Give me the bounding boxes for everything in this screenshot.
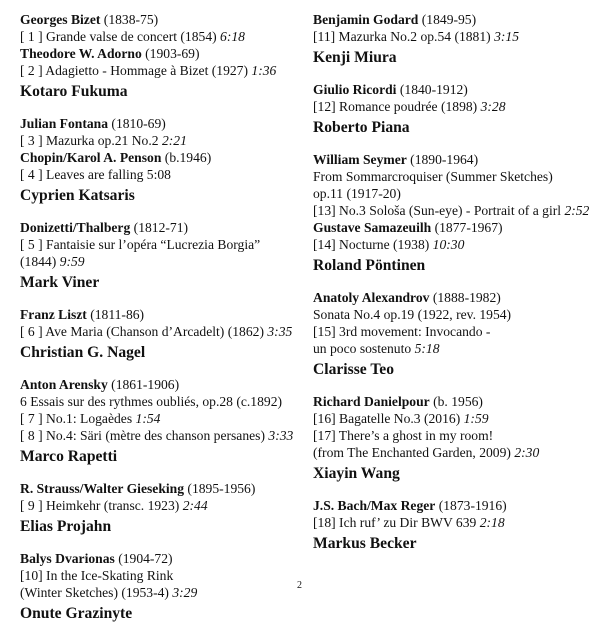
track-line [20,253,300,270]
track-text: (from The Enchanted Garden, 2009) [313,445,515,460]
composer-name: Balys Dvarionas [20,551,115,566]
track-line [313,202,595,219]
track-duration: 6:18 [220,29,245,44]
composer-name: Giulio Ricordi [313,82,397,97]
track-group [20,376,300,467]
track-line [20,427,300,444]
track-text: (1873-1916) [435,498,507,513]
track-line [313,151,595,168]
performer-name: Cyprien Katsaris [20,187,135,204]
composer-name: Anatoly Alexandrov [313,290,430,305]
track-line [313,410,595,427]
track-group [20,306,300,363]
track-line [313,514,595,531]
composer-name: R. Strauss/Walter Gieseking [20,481,185,496]
track-text: (b.1946) [161,150,212,165]
track-text: (1844) [20,254,60,269]
performer-name: Christian G. Nagel [20,344,146,361]
track-duration: 9:59 [59,254,85,269]
performer-name: Marco Rapetti [20,448,118,465]
track-text: [16] Bagatelle No.3 (2016) [313,411,464,426]
track-text: [17] There’s a ghost in my room! [313,428,494,443]
track-text: Sonata No.4 op.19 (1922, rev. 1954) [313,307,512,322]
track-text: (1890-1964) [406,152,479,167]
track-duration: 5:18 [414,341,440,356]
track-line [20,306,300,323]
track-line [20,45,300,62]
composer-name: Chopin/Karol A. Penson [20,150,162,165]
track-duration: 2:21 [161,133,187,148]
track-group [313,497,595,554]
track-line [20,132,300,149]
track-line [313,340,595,357]
track-text: (1849-95) [418,12,477,27]
track-line [20,236,300,253]
track-line [313,98,595,115]
track-text: (1877-1967) [431,220,503,235]
track-text: [ 2 ] Adagietto - Hommage à Bizet (1927) [20,63,252,78]
track-text: (b. 1956) [429,394,483,409]
track-line [313,236,595,253]
composer-name: Julian Fontana [20,116,109,131]
track-text: op.11 (1917-20) [313,186,401,201]
performer-name: Markus Becker [313,535,417,552]
track-text: From Sommarcroquiser (Summer Sketches) [313,169,553,184]
composer-name: J.S. Bach/Max Reger [313,498,436,513]
track-text: [12] Romance poudrée (1898) [313,99,481,114]
track-line [313,323,595,340]
track-text: (1904-72) [114,551,173,566]
composer-name: Franz Liszt [20,307,87,322]
performer-name: Xiayin Wang [313,465,400,482]
composer-name: Theodore W. Adorno [20,46,142,61]
track-duration: 3:33 [268,428,294,443]
track-duration: 3:29 [172,585,198,600]
right-column [313,11,595,567]
track-text: (1903-69) [141,46,200,61]
track-text: [10] In the Ice-Skating Rink [20,568,174,583]
track-group [313,81,595,138]
track-text: (1861-1906) [107,377,180,392]
composer-name: Gustave Samazeuilh [313,220,432,235]
track-duration: 1:54 [135,411,161,426]
track-group [20,480,300,537]
track-line [20,550,300,567]
track-duration: 1:36 [251,63,277,78]
track-line [313,444,595,461]
performer-name: Kenji Miura [313,49,397,66]
track-line [313,393,595,410]
track-duration: 3:15 [494,29,520,44]
performer-name: Onute Grazinyte [20,605,133,622]
track-line [313,289,595,306]
track-text: [18] Ich ruf’ zu Dir BWV 639 [313,515,480,530]
composer-name: Benjamin Godard [313,12,419,27]
track-line [313,306,595,323]
performer-name: Elias Projahn [20,518,112,535]
track-line [20,410,300,427]
track-text: (Winter Sketches) (1953-4) [20,585,173,600]
track-text: (1838-75) [100,12,159,27]
performer-name: Roberto Piana [313,119,410,136]
track-text: [ 3 ] Mazurka op.21 No.2 [20,133,162,148]
track-line [313,219,595,236]
track-line [313,168,595,185]
track-line [20,166,300,183]
track-text: [13] No.3 Sološa (Sun-eye) - Portrait of a girl [313,203,565,218]
track-text: [ 5 ] Fantaisie sur l’opéra “Lucrezia Borgia” [20,237,261,252]
track-line [313,81,595,98]
track-duration: 2:30 [514,445,540,460]
track-text: [15] 3rd movement: Invocando - [313,324,491,339]
page-number: 2 [297,580,302,591]
track-group [313,151,595,276]
track-duration: 10:30 [432,237,465,252]
track-duration: 3:28 [480,99,506,114]
track-line [20,62,300,79]
track-line [313,497,595,514]
track-line [313,28,595,45]
composer-name: Anton Arensky [20,377,108,392]
track-line [20,28,300,45]
track-group [20,115,300,206]
composer-name: William Seymer [313,152,407,167]
composer-name: Richard Danielpour [313,394,430,409]
track-text: (1811-86) [86,307,145,322]
performer-name: Clarisse Teo [313,361,395,378]
performer-name: Mark Viner [20,274,100,291]
track-text: [ 8 ] No.4: Säri (mètre des chanson persanes) [20,428,269,443]
track-line [313,427,595,444]
track-duration: 3:35 [267,324,293,339]
track-group [313,393,595,484]
track-line [20,480,300,497]
track-duration: 1:59 [463,411,489,426]
track-line [20,393,300,410]
left-column [20,11,300,637]
track-text: [14] Nocturne (1938) [313,237,433,252]
track-text: 6 Essais sur des rythmes oubliés, op.28 (c.1892) [20,394,283,409]
track-text: [ 6 ] Ave Maria (Chanson d’Arcadelt) (1862) [20,324,268,339]
track-group [20,11,300,102]
track-text: [ 4 ] Leaves are falling 5:08 [20,167,171,182]
track-text: (1810-69) [108,116,166,131]
track-line [313,11,595,28]
track-line [313,185,595,202]
track-text: [11] Mazurka No.2 op.54 (1881) [313,29,495,44]
track-duration: 2:44 [182,498,208,513]
track-line [20,497,300,514]
track-duration: 2:18 [479,515,505,530]
performer-name: Kotaro Fukuma [20,83,128,100]
track-text: (1888-1982) [429,290,501,305]
track-text: [ 1 ] Grande valse de concert (1854) [20,29,221,44]
track-line [20,11,300,28]
track-line [20,323,300,340]
track-line [20,149,300,166]
track-text: [ 9 ] Heimkehr (transc. 1923) [20,498,183,513]
track-line [20,115,300,132]
track-text: (1895-1956) [184,481,256,496]
track-text: un poco sostenuto [313,341,415,356]
track-group [313,289,595,380]
performer-name: Roland Pöntinen [313,257,426,274]
track-line [20,219,300,236]
track-group [20,219,300,293]
track-line [20,376,300,393]
track-text: (1840-1912) [396,82,468,97]
track-text: (1812-71) [130,220,189,235]
composer-name: Donizetti/Thalberg [20,220,131,235]
track-text: [ 7 ] No.1: Logaèdes [20,411,136,426]
composer-name: Georges Bizet [20,12,101,27]
track-group [313,11,595,68]
track-duration: 2:52 [564,203,590,218]
